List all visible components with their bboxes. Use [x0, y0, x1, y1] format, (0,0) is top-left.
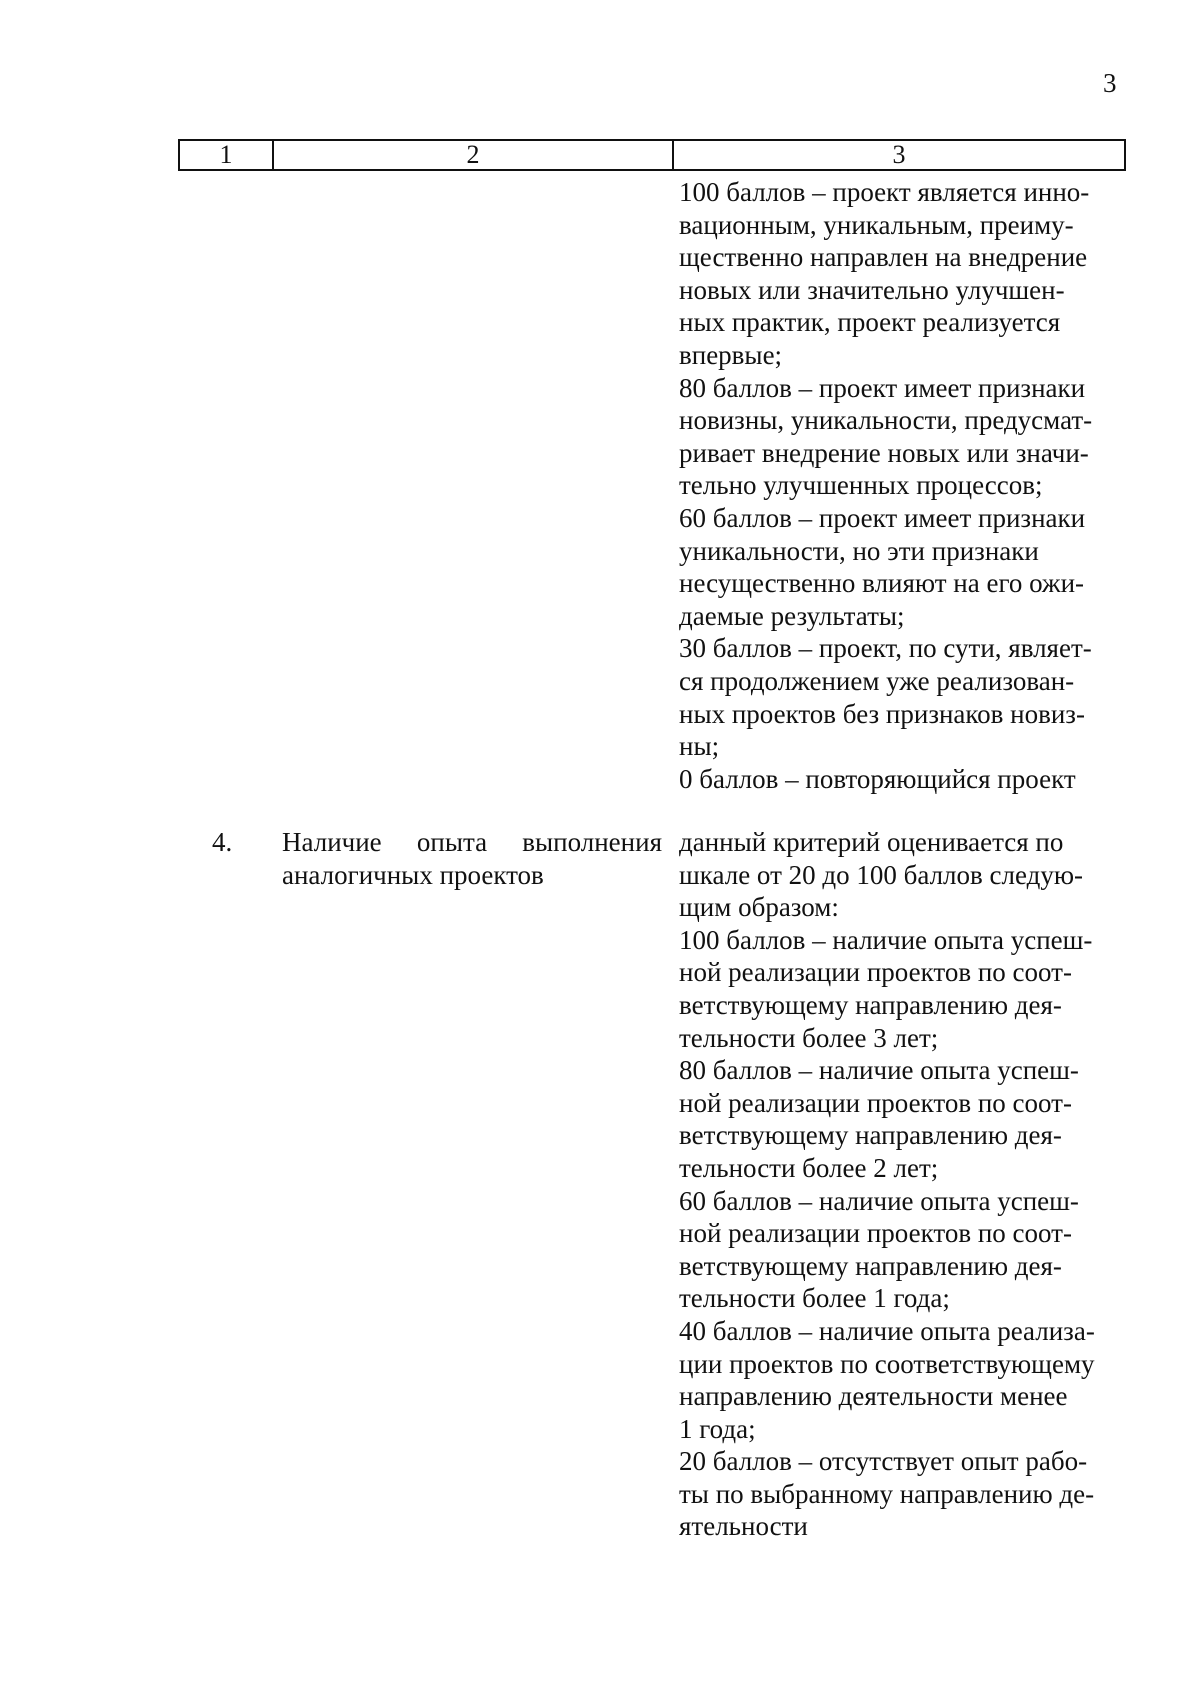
- continued-criteria-text: [679, 176, 1117, 795]
- text-line: впервые;: [679, 339, 783, 370]
- table-header-col-1: 1: [219, 140, 233, 169]
- text-line: 40 баллов – наличие опыта реализа-: [679, 1315, 1095, 1346]
- row-4-title-line: аналогичных проектов: [282, 859, 544, 890]
- text-line: 80 баллов – проект имеет признаки: [679, 372, 1086, 403]
- text-line: 1 года;: [679, 1413, 756, 1444]
- text-line: ны;: [679, 731, 720, 762]
- text-line: данный критерий оценивается по: [679, 827, 1064, 857]
- text-line: ветствующему направлению дея-: [679, 1120, 1062, 1151]
- text-line: ятельности: [679, 1511, 808, 1542]
- text-line: уникальности, но эти признаки: [679, 535, 1039, 566]
- text-line: ных проектов без признаков новиз-: [679, 698, 1085, 729]
- text-line: щественно направлен на внедрение: [679, 242, 1088, 273]
- text-line: щим образом:: [679, 892, 839, 923]
- text-line: 100 баллов – наличие опыта успеш-: [679, 924, 1093, 955]
- text-line: ветствующему направлению дея-: [679, 1250, 1062, 1281]
- text-line: ся продолжением уже реализован-: [679, 665, 1075, 696]
- page-number: 3: [1103, 68, 1117, 98]
- text-line: 60 баллов – проект имеет признаки: [679, 502, 1086, 533]
- text-line: 0 баллов – повторяющийся проект: [679, 763, 1076, 794]
- text-line: 60 баллов – наличие опыта успеш-: [679, 1185, 1079, 1216]
- text-line: ной реализации проектов по соот-: [679, 1218, 1072, 1249]
- table-header-col-3: 3: [672, 141, 1124, 169]
- text-line: тельности более 1 года;: [679, 1283, 950, 1314]
- text-line: направлению деятельности менее: [679, 1381, 1068, 1412]
- text-line: даемые результаты;: [679, 600, 905, 631]
- text-line: ной реализации проектов по соот-: [679, 1087, 1072, 1118]
- text-line: несущественно влияют на его ожи-: [679, 568, 1085, 599]
- row-4-title-line: Наличие опыта выполнения: [282, 827, 662, 857]
- row-4-number: 4.: [212, 827, 233, 857]
- text-line: 100 баллов – проект является инно-: [679, 177, 1090, 207]
- text-line: ции проектов по соответствующему: [679, 1348, 1095, 1379]
- text-line: ты по выбранному направлению де-: [679, 1478, 1095, 1509]
- text-line: новизны, уникальности, предусмат-: [679, 405, 1093, 436]
- row-4-title: [282, 826, 662, 891]
- text-line: шкале от 20 до 100 баллов следую-: [679, 859, 1083, 890]
- text-line: ривает внедрение новых или значи-: [679, 437, 1089, 468]
- text-line: тельности более 3 лет;: [679, 1022, 939, 1053]
- text-line: 80 баллов – наличие опыта успеш-: [679, 1055, 1079, 1086]
- text-line: ных практик, проект реализуется: [679, 307, 1061, 338]
- text-line: ветствующему направлению дея-: [679, 989, 1062, 1020]
- text-line: ной реализации проектов по соот-: [679, 957, 1072, 988]
- text-line: 20 баллов – отсутствует опыт рабо-: [679, 1446, 1088, 1477]
- text-line: 30 баллов – проект, по сути, являет-: [679, 633, 1092, 664]
- text-line: тельно улучшенных процессов;: [679, 470, 1043, 501]
- text-line: тельности более 2 лет;: [679, 1152, 939, 1183]
- table-header-row: [178, 139, 1126, 171]
- row-4-criteria-text: [679, 826, 1117, 1543]
- text-line: новых или значительно улучшен-: [679, 274, 1065, 305]
- table-header-col-2: 2: [272, 141, 672, 169]
- text-line: вационным, уникальным, преиму-: [679, 209, 1074, 240]
